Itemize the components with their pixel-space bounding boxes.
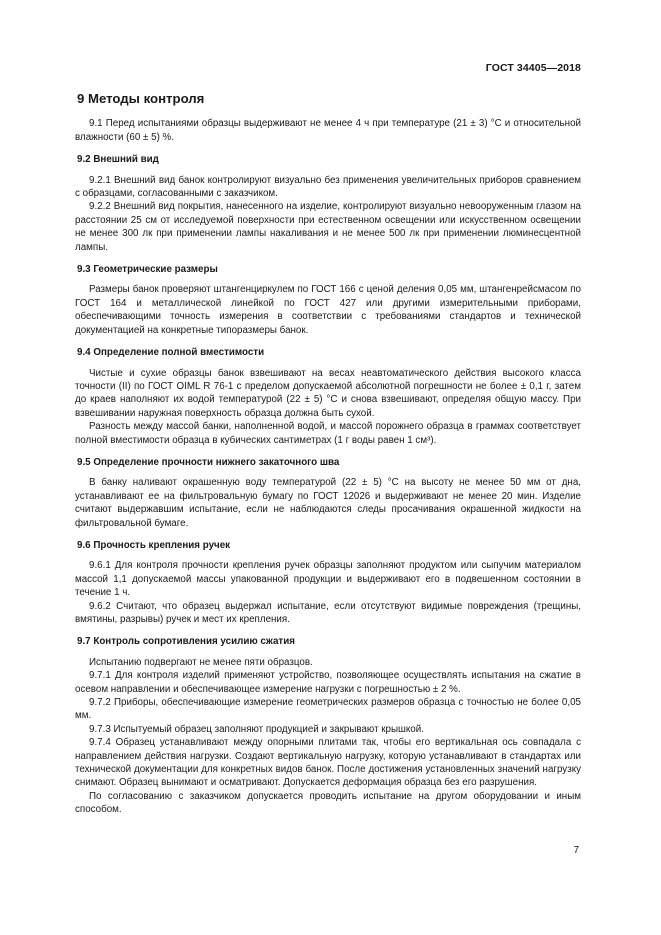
paragraph-9-2-1: 9.2.1 Внешний вид банок контролируют визуально без применения увеличительных приборов сравнением с образцами, согласованными с заказчиком. — [75, 174, 581, 200]
subsection-title-9-7: 9.7 Контроль сопротивления усилию сжатия — [77, 636, 295, 648]
paragraph-9-2-2: 9.2.2 Внешний вид покрытия, нанесенного на изделие, контролируют визуально невооруженным глазом на расстоянии 25 см от исследуемой поверхности при естественном освещении или искусственном освещении не менее 300 лк при применении лампы накаливания и не менее 500 лк при применении люминесцентной лампы. — [75, 201, 581, 253]
paragraph-9-7-final: По согласованию с заказчиком допускается проводить испытание на другом оборудовании и иным способом. — [75, 790, 581, 816]
paragraph-9-4-b: Разность между массой банки, наполненной водой, и массой порожнего образца в граммах соответствует полной вместимости образца в кубических сантиметрах (1 г воды равен 1 см³). — [75, 421, 581, 446]
paragraph-9-1: 9.1 Перед испытаниями образцы выдерживают не менее 4 ч при температуре (21 ± 3) °С и относительной влажности (60 ± 5) %. — [75, 118, 581, 143]
subsection-title-9-3: 9.3 Геометрические размеры — [77, 264, 218, 276]
document-body — [75, 86, 581, 817]
paragraph-9-7-intro: Испытанию подвергают не менее пяти образцов. — [89, 656, 313, 668]
subsection-title-9-4: 9.4 Определение полной вместимости — [77, 347, 265, 359]
paragraph-9-5: В банку наливают окрашенную воду температурой (22 ± 5) °C на высоту не менее 50 мм от дна, устанавливают ее на фильтровальную бумагу по ГОСТ 12026 и выдерживают не менее 20 мин. Изделие считают выдержавшим испытание, если не наблюдаются следы просачивания окрашенной жидкости на фильтровальной бумаге. — [75, 477, 581, 529]
section-title: 9 Методы контроля — [77, 91, 205, 106]
paragraph-9-6-2: 9.6.2 Считают, что образец выдержал испытание, если отсутствуют видимые повреждения (трещины, вмятины, разрывы) ручек и мест их крепления. — [75, 600, 581, 625]
subsection-title-9-2: 9.2 Внешний вид — [77, 154, 159, 166]
document-header: ГОСТ 34405—2018 — [485, 62, 581, 74]
paragraph-9-3: Размеры банок проверяют штангенциркулем по ГОСТ 166 с ценой деления 0,05 мм, штангенрейсмасом по ГОСТ 164 и металлической линейкой по ГОСТ 427 или другими измерительными приборами, обеспечивающими точность измерения в соответствии с требованиями стандартов и технической документацией на конкретные типоразмеры банок. — [75, 284, 581, 336]
paragraph-9-7-1: 9.7.1 Для контроля изделий применяют устройство, позволяющее осуществлять испытания на сжатие в осевом направлении и обеспечивающее измерение нагрузки с погрешностью ± 2 %. — [75, 670, 581, 695]
paragraph-9-7-2: 9.7.2 Приборы, обеспечивающие измерение геометрических размеров образца с точностью не более 0,05 мм. — [75, 697, 581, 722]
page-number: 7 — [573, 845, 579, 856]
subsection-title-9-6: 9.6 Прочность крепления ручек — [77, 539, 231, 551]
paragraph-9-4-a: Чистые и сухие образцы банок взвешивают на весах неавтоматического действия высокого класса точности (II) по ГОСТ OIML R 76-1 с пределом допускаемой абсолютной погрешности не более ± 0,1 г, затем до краев наполняют их водой температурой (22 ± 5) °С и снова взвешивают, определяя общую массу. При взвешивании наружная поверхность образца должна быть сухой. — [75, 367, 581, 419]
paragraph-9-7-4: 9.7.4 Образец устанавливают между опорными плитами так, чтобы его вертикальная ось совпадала с направлением действия нагрузки. Создают вертикальную нагрузку, которую устанавливают в стандартах или технической документации для конкретных видов банок. После достижения установленных значений нагрузку снимают. Образец вынимают и осматривают. Допускается деформация образца без его разрушения. — [75, 737, 581, 789]
paragraph-9-7-3: 9.7.3 Испытуемый образец заполняют продукцией и закрывают крышкой. — [89, 723, 424, 735]
subsection-title-9-5: 9.5 Определение прочности нижнего закаточного шва — [77, 456, 340, 468]
paragraph-9-6-1: 9.6.1 Для контроля прочности крепления ручек образцы заполняют продуктом или сыпучим материалом массой 1,1 допускаемой массы упакованной продукции и выдерживают его в подвешенном состоянии в течение 1 ч. — [75, 560, 581, 599]
